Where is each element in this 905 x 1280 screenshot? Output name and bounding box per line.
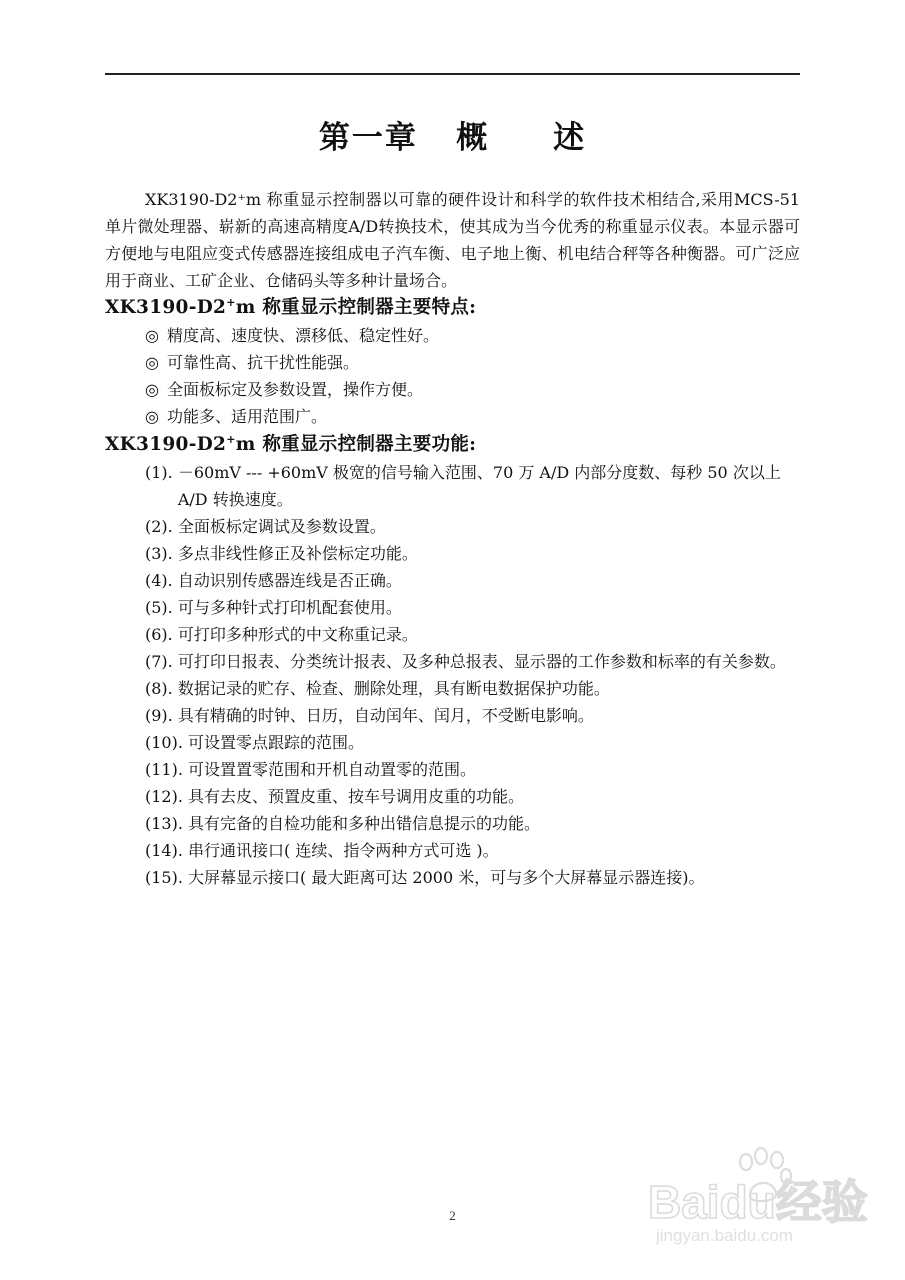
list-item bbox=[145, 675, 800, 702]
item-number: (13). bbox=[145, 814, 189, 833]
item-number: (8). bbox=[145, 679, 178, 698]
item-text: 多点非线性修正及补偿标定功能。 bbox=[177, 544, 418, 563]
item-number: (12). bbox=[145, 787, 189, 806]
list-item bbox=[145, 756, 800, 783]
item-text: 具有完备的自检功能和多种出错信息提示的功能。 bbox=[188, 814, 541, 833]
page-number: 2 bbox=[449, 1208, 456, 1223]
item-number: (9). bbox=[145, 706, 178, 725]
feature-text: 功能多、适用范围广。 bbox=[166, 407, 327, 426]
list-item bbox=[145, 621, 800, 648]
watermark-brand: Baidu经验 bbox=[648, 1176, 868, 1228]
functions-list bbox=[145, 459, 800, 891]
feature-text: 可靠性高、抗干扰性能强。 bbox=[166, 353, 359, 372]
item-text: 大屏幕显示接口( 最大距离可达 2000 米，可与多个大屏幕显示器连接)。 bbox=[188, 868, 705, 887]
item-number: (5). bbox=[145, 598, 178, 617]
list-item bbox=[145, 459, 800, 513]
item-text: 可打印多种形式的中文称重记录。 bbox=[177, 625, 418, 644]
item-number: (3). bbox=[145, 544, 178, 563]
item-number: (7). bbox=[145, 652, 178, 671]
item-text: 串行通讯接口( 连续、指令两种方式可选 )。 bbox=[188, 841, 499, 860]
list-item bbox=[145, 783, 800, 810]
item-text: 可设置零点跟踪的范围。 bbox=[188, 733, 365, 752]
item-text: 可打印日报表、分类统计报表、及多种总报表、显示器的工作参数和标率的有关参数。 bbox=[177, 652, 786, 671]
list-item bbox=[145, 729, 800, 756]
watermark-url: jingyan.baidu.com bbox=[656, 1226, 794, 1245]
functions-heading-suffix: m 称重显示控制器主要功能: bbox=[235, 434, 477, 455]
item-number: (10). bbox=[145, 733, 189, 752]
bullet-icon: ◎ bbox=[145, 380, 159, 399]
item-text: －60mV --- +60mV 极宽的信号输入范围、70 万 A/D 内部分度数、每秒 50 次以上 A/D 转换速度。 bbox=[177, 463, 781, 509]
list-item bbox=[145, 376, 439, 403]
item-number: (6). bbox=[145, 625, 178, 644]
bullet-icon: ◎ bbox=[145, 326, 159, 345]
list-item bbox=[145, 403, 439, 430]
item-number: (14). bbox=[145, 841, 189, 860]
item-text: 具有去皮、预置皮重、按车号调用皮重的功能。 bbox=[188, 787, 525, 806]
list-item bbox=[145, 513, 800, 540]
item-number: (4). bbox=[145, 571, 178, 590]
feature-text: 精度高、速度快、漂移低、稳定性好。 bbox=[166, 326, 439, 345]
item-number: (2). bbox=[145, 517, 178, 536]
list-item bbox=[145, 864, 800, 891]
list-item bbox=[145, 648, 800, 675]
list-item bbox=[145, 322, 439, 349]
chapter-title: 第一章 概 述 bbox=[318, 120, 587, 156]
watermark bbox=[640, 1138, 890, 1268]
item-text: 数据记录的贮存、检查、删除处理，具有断电数据保护功能。 bbox=[177, 679, 610, 698]
item-text: 具有精确的时钟、日历，自动闰年、闰月，不受断电影响。 bbox=[177, 706, 594, 725]
functions-heading-sup: + bbox=[226, 432, 236, 446]
item-text: 可设置置零范围和开机自动置零的范围。 bbox=[188, 760, 477, 779]
features-heading-sup: + bbox=[226, 295, 236, 309]
item-number: (1). bbox=[145, 463, 178, 482]
item-number: (15). bbox=[145, 868, 189, 887]
item-number: (11). bbox=[145, 760, 189, 779]
list-item bbox=[145, 349, 439, 376]
header-rule bbox=[105, 73, 800, 75]
bullet-icon: ◎ bbox=[145, 353, 159, 372]
feature-text: 全面板标定及参数设置，操作方便。 bbox=[166, 380, 423, 399]
features-heading-suffix: m 称重显示控制器主要特点: bbox=[235, 297, 477, 318]
item-text: 可与多种针式打印机配套使用。 bbox=[177, 598, 402, 617]
list-item bbox=[145, 702, 800, 729]
functions-heading-prefix: XK3190-D2 bbox=[105, 434, 227, 455]
item-text: 全面板标定调试及参数设置。 bbox=[177, 517, 386, 536]
functions-heading bbox=[105, 430, 476, 456]
list-item bbox=[145, 567, 800, 594]
features-list bbox=[145, 322, 439, 430]
bullet-icon: ◎ bbox=[145, 407, 159, 426]
item-text: 自动识别传感器连线是否正确。 bbox=[177, 571, 402, 590]
features-heading-prefix: XK3190-D2 bbox=[105, 297, 227, 318]
list-item bbox=[145, 810, 800, 837]
features-heading bbox=[105, 293, 476, 319]
list-item bbox=[145, 837, 800, 864]
list-item bbox=[145, 540, 800, 567]
list-item bbox=[145, 594, 800, 621]
intro-paragraph: XK3190-D2⁺m 称重显示控制器以可靠的硬件设计和科学的软件技术相结合,采用MCS-51单片微处理器、崭新的高速高精度A/D转换技术，使其成为当今优秀的称重显示仪表。本显示器可方便地与电阻应变式传感器连接组成电子汽车衡、电子地上衡、机电结合秤等各种衡器。可广泛应用于商业、工矿企业、仓储码头等多种计量场合。 bbox=[105, 190, 800, 290]
